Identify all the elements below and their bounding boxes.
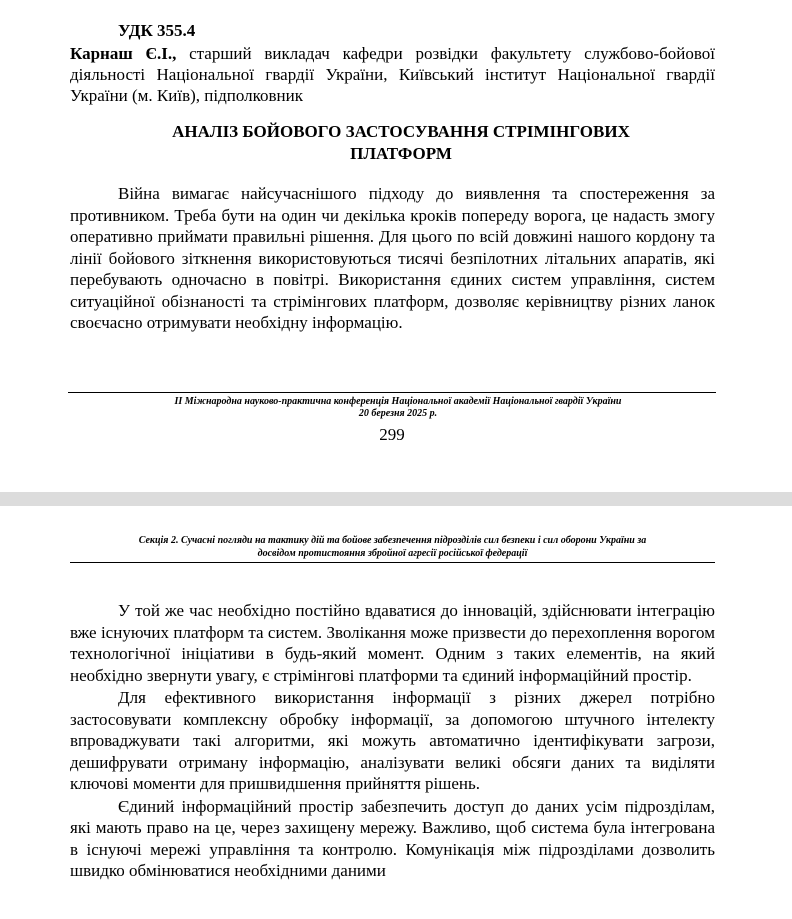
body-paragraph-2: Для ефективного використання інформації з різних джерел потрібно застосовувати комплексну обробку інформації, за допомогою штучного інтелекту впроваджувати такі алгоритми, які можуть автоматично ідентифікувати загрози, дешифрувати отриману інформацію, аналізувати великі обсяги даних та виділяти ключові моменти для пришвидшення прийняття рішень. [70,688,715,793]
section-header-line-2: досвідом протистояння збройної агресії російської федерації [257,548,528,559]
document-page-300 [0,506,792,919]
author-details: старший викладач кафедри розвідки факультету службово-бойової діяльності Національної гвардії України, Київський інститут Національної гвардії України (м. Київ), підполковник [70,44,715,105]
header-divider [70,562,715,563]
footer-divider [68,392,716,393]
section-header-line-1: Секція 2. Сучасні погляди на тактику дій та бойове забезпечення підрозділів сил безпеки і сил оборони України за [138,535,647,546]
udc-code: УДК 355.4 [118,21,196,40]
author-block [70,43,715,106]
page-separator [0,492,792,506]
section-header [70,534,715,560]
body-paragraph-3: Єдиний інформаційний простір забезпечить доступ до даних усім підрозділам, які мають право на це, через захищену мережу. Важливо, щоб система була інтегрована в існуючі мережі управління та контролю. Комунікація між підрозділами дозволить швидко обмінюватися необхідними даними [70,796,715,880]
author-name: Карнаш Є.І., [70,44,177,63]
conference-date: 20 березня 2025 р. [358,408,438,419]
article-title-line-2: ПЛАТФОРМ [350,144,452,163]
body-text [70,600,715,883]
conference-name: ІІ Міжнародна науково-практична конференція Національної академії Національної гвардії України [174,396,622,407]
intro-paragraph: Війна вимагає найсучаснішого підходу до виявлення та спостереження за противником. Треба бути на один чи декілька кроків попереду ворога, це надасть змогу оперативно приймати правильні рішення. Для цього по всій довжині нашого кордону та лінії бойового зіткнення використовуються тисячі безпілотних літальних апаратів, які перебувають одночасно в повітрі. Використання єдиних систем управління, систем ситуаційної обізнаності та стрімінгових платформ, дозволяє керівництву різних ланок своєчасно отримувати необхідну інформацію. [70,184,715,332]
page-number: 299 [379,425,405,444]
conference-footer [68,396,728,420]
article-title [70,121,732,165]
body-paragraph-1: У той же час необхідно постійно вдаватися до інновацій, здійснювати інтеграцію вже існуючих платформ та систем. Зволікання може призвести до перехоплення ворогом технологічної ініціативи в будь-який момент. Одним з таких елементів, на який необхідно звернути увагу, є стрімінгові платформи та єдиний інформаційний простір. [70,601,715,685]
article-title-line-1: АНАЛІЗ БОЙОВОГО ЗАСТОСУВАННЯ СТРІМІНГОВИХ [172,122,630,141]
